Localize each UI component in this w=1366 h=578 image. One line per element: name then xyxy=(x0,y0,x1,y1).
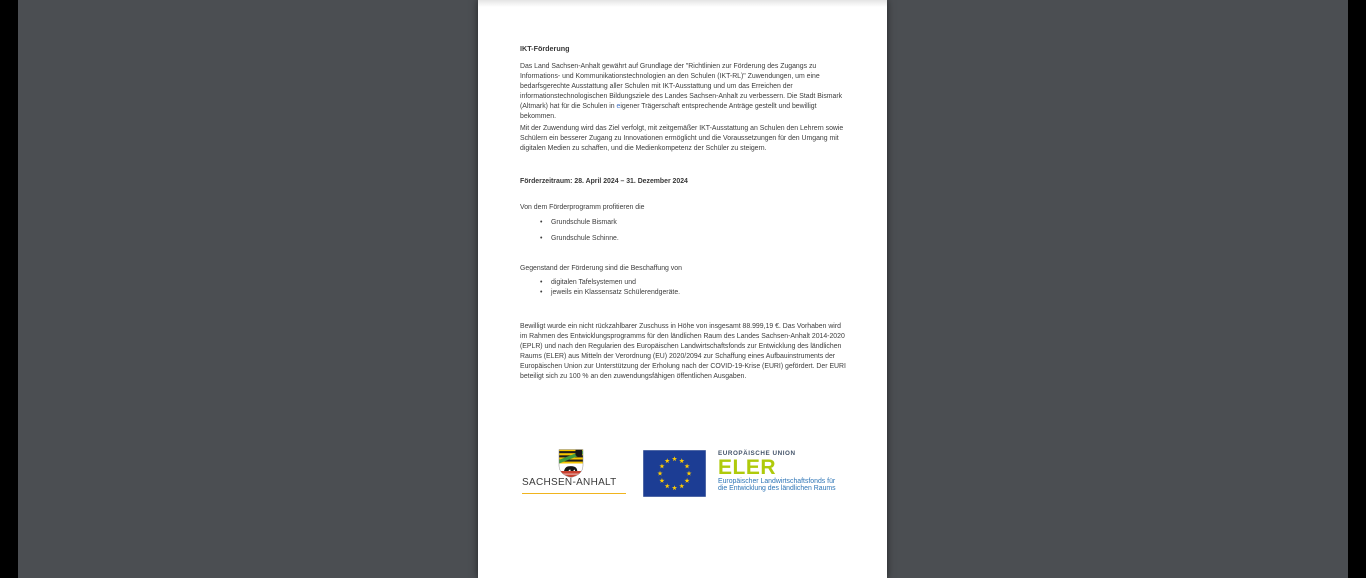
eler-subtitle-line2: die Entwicklung des ländlichen Raums xyxy=(718,485,836,493)
paragraph-text: igener Trägerschaft entsprechende Anträge gestellt und bewilligt bekommen. xyxy=(520,102,817,120)
list-item: • digitalen Tafelsystemen und xyxy=(520,278,840,288)
document-title: IKT-Förderung xyxy=(520,44,570,53)
list-item: • jeweils ein Klassensatz Schülerendgeräte. xyxy=(520,288,840,298)
eu-flag-icon xyxy=(643,450,706,497)
paragraph-goal: Mit der Zuwendung wird das Ziel verfolgt, mit zeitgemäßer IKT-Ausstattung an Schulen den Lehrern sowie Schülern ein besserer Zugang zu Innovationen ermöglicht und die Voraussetzungen für den Umgang mit digitalen Medien zu schaffen, und die Medienkompetenz der Schüler zu steigern. xyxy=(520,125,844,152)
funding-period-line: Förderzeitraum: 28. April 2024 – 31. Dezember 2024 xyxy=(520,178,688,185)
eler-wordmark: ELER xyxy=(718,456,777,479)
list-item: • Grundschule Schinne. xyxy=(520,234,840,244)
eu-union-label: EUROPÄISCHE UNION xyxy=(718,450,796,457)
paragraph-grant-details: Bewilligt wurde ein nicht rückzahlbarer Zuschuss in Höhe von insgesamt 88.999,19 €. Das Vorhaben wird im Rahmen des Entwicklungsprogramms für den ländlichen Raum des Landes Sachsen-Anhalt 2014-2020 (EPLR) und nach den Regularien des Europäischen Landwirtschaftsfonds zur Entwicklung des ländlichen Raums (ELER) aus Mitteln der Verordnung (EU) 2020/2094 zur Schaffung eines Aufbauinstruments der Europäischen Union zur Unterstützung der Erholung nach der COVID-19-Krise (EURI) gefördert. Der EURI beteiligt sich zu 100 % an den zuwendungsfähigen öffentlichen Ausgaben. xyxy=(520,323,846,380)
sachsen-anhalt-gold-rule xyxy=(522,493,626,495)
paragraph-text: Das Land Sachsen-Anhalt gewährt auf Grundlage der "Richtlinien zur Förderung des Zugangs zu Informations- und Kommunikationstechnologien an den Schulen (IKT-RL)" Zuwendungen, um eine bedarfsgerechte Ausstattung aller Schulen mit IKT-Ausstattung und um das Erreichen der informationstechnologischen Bildungsziele des Landes Sachsen-Anhalt zu verbessern. Die Stadt Bismark (Altmark) hat für die Schulen in xyxy=(520,63,843,110)
sachsen-anhalt-crest-icon xyxy=(558,449,584,478)
highlighted-character: e xyxy=(616,102,621,110)
eler-subtitle-line1: Europäischer Landwirtschaftsfonds für xyxy=(718,478,836,485)
document-page xyxy=(478,0,887,578)
list-item: • Grundschule Bismark xyxy=(520,218,840,228)
paragraph-funding-basis xyxy=(520,62,848,121)
subject-intro: Gegenstand der Förderung sind die Beschaffung von xyxy=(520,265,682,272)
sachsen-anhalt-wordmark: SACHSEN-ANHALT xyxy=(522,477,617,488)
beneficiaries-intro: Von dem Förderprogramm profitieren die xyxy=(520,204,645,211)
eler-logo-block xyxy=(718,450,853,493)
